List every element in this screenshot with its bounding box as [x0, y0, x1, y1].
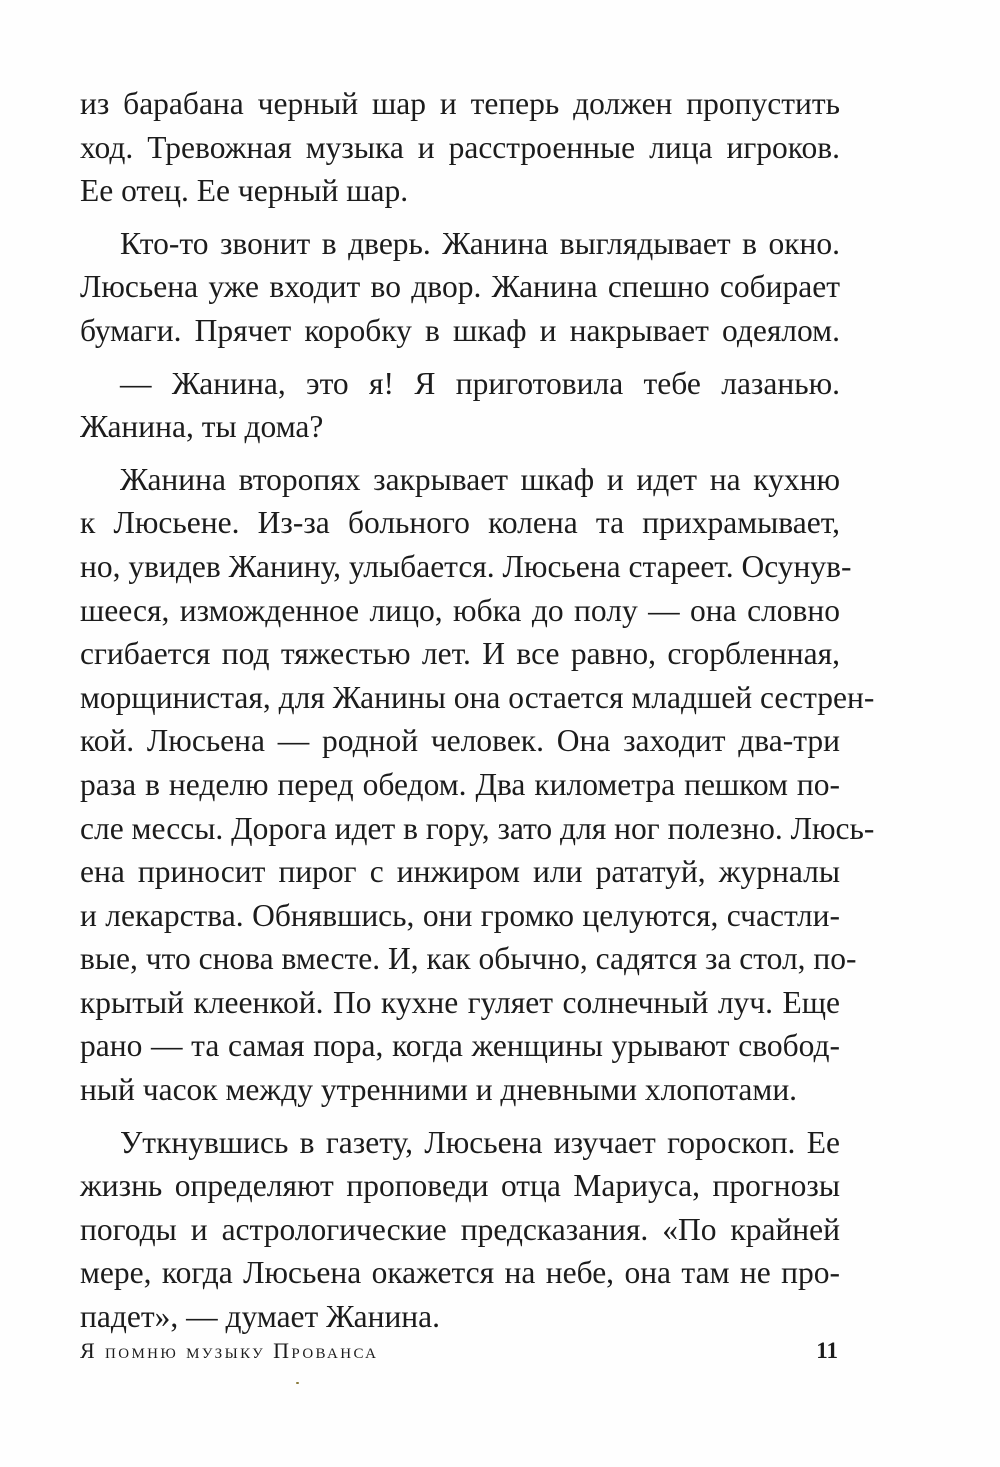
text-line: Жанина, ты дома?	[80, 409, 324, 445]
text-line: жизнь определяют проповеди отца Мариуса, прогнозы	[80, 1168, 840, 1204]
paragraph-1	[80, 82, 840, 213]
text-line: Люсьена уже входит во двор. Жанина спешно собирает	[80, 269, 840, 305]
text-line: сгибается под тяжестью лет. И все равно, сгорбленная,	[80, 636, 840, 672]
text-line: мере, когда Люсьена окажется на небе, она там не про-	[80, 1255, 840, 1291]
text-line: бумаги. Прячет коробку в шкаф и накрывает одеялом.	[80, 312, 840, 348]
print-speck	[296, 1382, 299, 1384]
text-line: раза в неделю перед обедом. Два километра пешком по-	[80, 766, 840, 802]
text-line: Кто-то звонит в дверь. Жанина выглядывает в окно.	[120, 225, 840, 261]
text-line: ный часок между утренними и дневными хлопотами.	[80, 1072, 798, 1108]
paragraph-5	[80, 1121, 840, 1339]
text-line: погоды и астрологические предсказания. «По крайней	[80, 1211, 840, 1247]
paragraph-3	[80, 362, 840, 449]
text-line: падет», — думает Жанина.	[80, 1299, 441, 1335]
text-line: крытый клеенкой. По кухне гуляет солнечный луч. Еще	[80, 984, 840, 1020]
page-number: 11	[816, 1338, 838, 1363]
paragraph-4	[80, 458, 875, 1112]
text-line: вые, что снова вместе. И, как обычно, садятся за стол, по-	[80, 941, 857, 977]
text-line: ход. Тревожная музыка и расстроенные лица игроков.	[80, 129, 840, 165]
text-line: Уткнувшись в газету, Люсьена изучает гороскоп. Ее	[120, 1124, 840, 1160]
text-line: морщинистая, для Жанины она остается младшей сестрен-	[80, 679, 875, 715]
text-line: — Жанина, это я! Я приготовила тебе лазанью.	[120, 365, 840, 401]
body-text	[80, 82, 875, 1348]
text-line: сле мессы. Дорога идет в гору, зато для ног полезно. Люсь-	[80, 810, 875, 846]
text-line: к Люсьене. Из-за больного колена та прихрамывает,	[80, 505, 840, 541]
text-line: Ее отец. Ее черный шар.	[80, 173, 409, 209]
text-line: но, увидев Жанину, улыбается. Люсьена стареет. Осунув-	[80, 548, 852, 584]
text-line: и лекарства. Обнявшись, они громко целуются, счастли-	[80, 897, 840, 933]
running-title: Я помню музыку Прованса	[80, 1338, 379, 1363]
text-line: кой. Люсьена — родной человек. Она заходит два-три	[80, 723, 840, 759]
text-line: из барабана черный шар и теперь должен пропустить	[80, 86, 840, 121]
text-line: шееся, изможденное лицо, юбка до полу — она словно	[80, 592, 840, 628]
text-line: рано — та самая пора, когда женщины урывают свобод-	[80, 1028, 840, 1064]
page-footer	[80, 1338, 840, 1374]
paragraph-2	[80, 222, 840, 353]
text-line: Жанина второпях закрывает шкаф и идет на кухню	[120, 461, 840, 497]
text-line: ена приносит пирог с инжиром или рататуй, журналы	[80, 854, 840, 890]
